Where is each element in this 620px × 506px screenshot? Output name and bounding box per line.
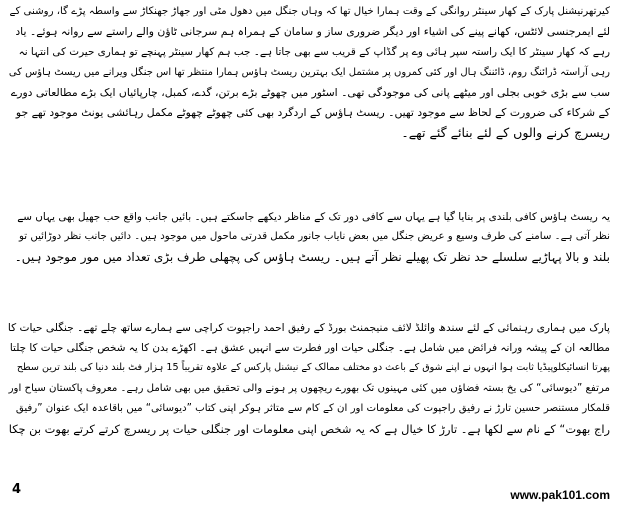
paragraph-rest-house xyxy=(8,2,610,143)
text-line: رہے کہ کھار سینٹر کا ایک راستہ سپر ہائی وے پر گڈاپ کے قریب سے بھی جاتا ہے۔ جب ہم کھار سینٹر پہنچے تو ہماری حیرت کی انتہا نہ xyxy=(18,46,610,59)
text-line: لئے ایمرجنسی لائٹس، کھانے پینے کی اشیاء اور دیگر ضروری ساز و سامان کے ہمراہ ہم سرجانی ٹاؤن والے راستے سے روانہ ہوئے۔ یاد xyxy=(15,25,610,39)
site-watermark: www.pak101.com xyxy=(510,488,610,502)
text-line: ریسرچ کرنے والوں کے لئے بنائے گئے تھے۔ xyxy=(401,125,610,141)
text-line: یہ ریسٹ ہاؤس کافی بلندی پر بنایا گیا ہے یہاں سے کافی دور تک کے مناظر دیکھے جاسکتے ہیں۔ بائیں جانب واقع حب جھیل بھی یہاں سے xyxy=(17,211,610,223)
text-line: مطالعہ ان کے پیشہ ورانہ فرائض میں شامل ہے۔ جنگلی حیات اور فطرت سے انہیں عشق ہے۔ اکھڑے بدن کا یہ شخص جنگلی حیات کا چلتا xyxy=(9,342,610,355)
text-line: سب سے بڑی خوبی بجلی اور میٹھے پانی کی موجودگی تھی۔ اسٹور میں چھوٹے بڑے برتن، گدے، کمبل، چارپائیاں ایک بڑے مطالعاتی دورے xyxy=(10,85,610,99)
paragraph-guide xyxy=(8,318,610,439)
text-line: راج بھوت“ کے نام سے لکھا ہے۔ تارڑ کا خیال ہے کہ یہ شخص اپنی معلومات اور جنگلی حیات پر ریسرچ کرتے کرتے بھوت بن چکا xyxy=(8,422,610,437)
text-line: پھرتا انسائیکلوپیڈیا ثابت ہوا انہوں نے اپنے شوق کے باعث دو مختلف ممالک کے نیشنل پارکس کے علاوہ تقریباً 15 ہزار فٹ بلند دنیا کی بلند ترین سطح xyxy=(16,362,610,374)
page-number: 4 xyxy=(12,482,22,497)
text-line: کیرتھرنیشنل پارک کے کھار سینٹر روانگی کے وقت ہمارا خیال تھا کہ وہاں جنگل میں دھول مٹی اور جھاڑ جھنکاڑ سے واسطہ پڑے گا، روشنی کے xyxy=(9,6,610,17)
text-line: پارک میں ہماری رہنمائی کے لئے سندھ وائلڈ لائف منیجمنٹ بورڈ کے رفیق احمد راجپوت کراچی سے ہمارے ساتھ چلے تھے۔ جنگلی حیات کا xyxy=(8,322,610,334)
text-line: نظر آتی ہے۔ سامنے کی طرف وسیع و عریض جنگل میں بعض نایاب جانور مکمل قدرتی ماحول میں موجود ہیں۔ دائیں جانب نظر دوڑائیں تو xyxy=(19,231,610,243)
text-line: بلند و بالا پہاڑیے سلسلے حد نظر تک پھیلے نظر آتے ہیں۔ ریسٹ ہاؤس کی پچھلی طرف بڑی تعداد میں مور موجود ہیں۔ xyxy=(14,250,610,265)
text-line: مرتفع ”دیوسائی“ کی یخ بستہ فضاؤں میں کئی مہینوں تک بھورے ریچھوں پر ہونے والی تحقیق میں بھی شامل رہے۔ معروف پاکستان سیاح اور xyxy=(8,382,610,394)
text-line: رہی آراستہ ڈرائنگ روم، ڈائننگ ہال اور کئی کمروں پر مشتمل ایک بہترین ریسٹ ہاؤس ہمارا منتظر تھا اس جنگل ویرانے میں ریسٹ ہاؤس کی xyxy=(8,66,610,78)
paragraph-views xyxy=(8,207,610,268)
text-line: قلمکار مستنصر حسین تارڑ نے رفیق راجپوت کی معلومات اور ان کے کام سے متاثر ہوکر اپنی کتاب ”دیوسائی“ میں باقاعدہ ایک عنوان ”رفیق xyxy=(15,402,610,414)
text-line: کے شرکاء کی ضرورت کے لحاظ سے موجود تھیں۔ ریسٹ ہاؤس کے اردگرد بھی کئی چھوٹے چھوٹے مکمل رہائشی یونٹ موجود تھے جو xyxy=(15,106,610,120)
